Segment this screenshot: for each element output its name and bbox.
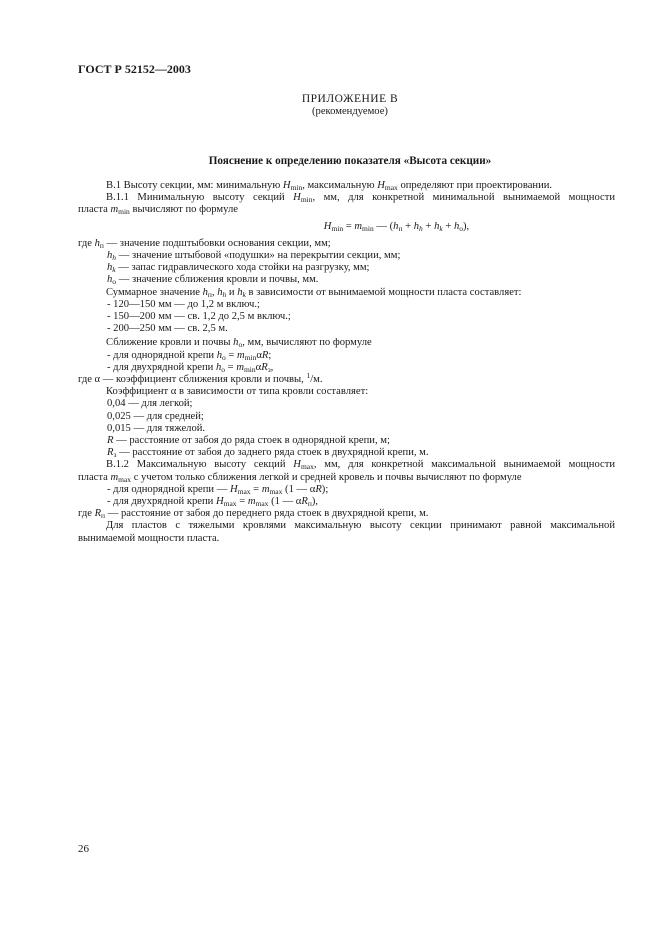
paragraph-b11-cont: пласта $m_{min}$ вычисляют по формуле xyxy=(78,204,238,217)
formula-single-row: - для однорядной крепи $h_o = m_{min}\alpha R$; xyxy=(107,349,272,362)
final-paragraph: Для пластов с тяжелыми кровлями максимальную высоту секции принимают равной максимальной xyxy=(106,520,615,532)
page-number: 26 xyxy=(78,843,89,855)
where-hk: $h_k$ — запас гидравлического хода стойки на разгрузку, мм; xyxy=(107,262,370,275)
r-definition: R — расстояние от забоя до ряда стоек в однорядной крепи, м; xyxy=(107,435,390,447)
coef-item: 0,04 — для легкой; xyxy=(107,398,193,410)
paragraph-b12: В.1.2 Максимальную высоту секций $H_{max}$, мм, для конкретной максимальной вынимаемой мощности xyxy=(106,459,616,472)
sum-paragraph: Суммарное значение $h_п$, $h_h$ и $h_k$ в зависимости от вынимаемой мощности пласта составляет: xyxy=(106,286,522,299)
coef-paragraph: Коэффициент α в зависимости от типа кровли составляет: xyxy=(106,386,369,398)
final-paragraph-cont: вынимаемой мощности пласта. xyxy=(78,532,220,544)
rp-definition: где $R_п$ — расстояние от забоя до переднего ряда стоек в двухрядной крепи, м. xyxy=(78,508,429,521)
paragraph-b12-cont: пласта $m_{max}$ с учетом только сближения легкой и средней кровель и почвы вычисляют по формуле xyxy=(78,471,522,484)
paragraph-b1: В.1 Высоту секции, мм: минимальную $H_{min}$, максимальную $H_{max}$ определяют при проектировании. xyxy=(106,180,553,192)
coef-item: 0,025 — для средней; xyxy=(107,410,204,422)
formula-hmin: $H_{min} = m_{min}$ — $(h_п + h_h + h_k + h_o)$, xyxy=(323,220,470,233)
appendix-subtitle: (рекомендуемое) xyxy=(312,106,388,117)
paragraph-b11: В.1.1 Минимальную высоту секций $H_{min}$, мм, для конкретной минимальной вынимаемой мощности xyxy=(106,192,615,205)
document-header: ГОСТ Р 52152—2003 xyxy=(78,62,191,76)
section-title: Пояснение к определению показателя «Высота секции» xyxy=(208,155,492,167)
coef-item: 0,015 — для тяжелой. xyxy=(107,422,206,434)
formula-double-row: - для двухрядной крепи $h_o = m_{min}\alpha R_з$, xyxy=(107,361,274,374)
where-hh: $h_h$ — значение штыбовой «подушки» на перекрытии секции, мм; xyxy=(107,250,401,263)
where-ho: $h_o$ — значение сближения кровли и почвы, мм. xyxy=(107,274,319,287)
formula-hmax-single: - для однорядной крепи — $H_{max} = m_{max}$ (1 — αR); xyxy=(107,483,329,496)
alpha-definition: где α — коэффициент сближения кровли и почвы, $^1$/м. xyxy=(78,371,323,386)
range-item: - 120—150 мм — до 1,2 м включ.; xyxy=(107,298,260,310)
rz-definition: $R_з$ — расстояние от забоя до заднего ряда стоек в двухрядной крепи, м. xyxy=(107,447,429,460)
document-body xyxy=(78,180,615,545)
range-item: - 200—250 мм — св. 2,5 м. xyxy=(107,323,228,335)
where-hp: где $h_п$ — значение подштыбовки основания секции, мм; xyxy=(78,237,331,250)
appendix-title: ПРИЛОЖЕНИЕ В xyxy=(301,93,399,105)
convergence-paragraph: Сближение кровли и почвы $h_o$, мм, вычисляют по формуле xyxy=(106,337,372,350)
range-item: - 150—200 мм — св. 1,2 до 2,5 м включ.; xyxy=(107,311,291,323)
formula-hmax-double: - для двухрядной крепи $H_{max} = m_{max}$ (1 — $\alpha R_п$), xyxy=(107,496,319,509)
